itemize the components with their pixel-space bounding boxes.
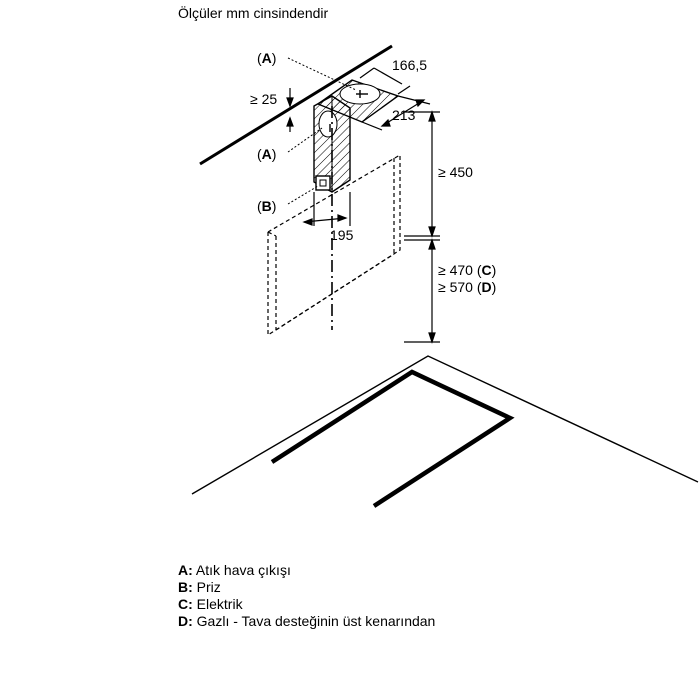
marker-a-side: (A)	[257, 146, 277, 162]
page-title: Ölçüler mm cinsindendir	[178, 5, 329, 21]
width-top-label: 213	[392, 107, 416, 123]
legend-key: A:	[178, 562, 193, 578]
cooktop	[192, 356, 698, 506]
marker-c: C	[481, 262, 492, 278]
clearance-d-label	[438, 279, 496, 295]
legend-key: D:	[178, 613, 193, 629]
legend-item-a	[178, 562, 435, 579]
dimension-chimney-height	[404, 112, 440, 236]
legend-key: C:	[178, 596, 193, 612]
marker-b: (B)	[257, 198, 277, 214]
chimney-width-label: 195	[330, 227, 354, 243]
clearance-d-value: ≥ 570	[438, 279, 473, 295]
legend-text: Atık hava çıkışı	[195, 562, 291, 578]
marker-a-top: (A)	[257, 50, 277, 66]
svg-text:≥ 570 (D): ≥ 570 (D)	[438, 279, 497, 295]
legend-key: B:	[178, 579, 193, 595]
chimney-height-label: ≥ 450	[438, 164, 473, 180]
marker-d: D	[481, 279, 492, 295]
legend-item-d	[178, 613, 435, 630]
dimension-clearance	[404, 240, 440, 342]
legend-text: Priz	[196, 579, 221, 595]
legend-item-c	[178, 596, 435, 613]
svg-text:≥ 470 (C): ≥ 470 (C)	[438, 262, 497, 278]
ceiling-gap-label: ≥ 25	[250, 91, 278, 107]
clearance-c-value: ≥ 470	[438, 262, 473, 278]
legend-text: Elektrik	[196, 596, 243, 612]
legend	[178, 562, 435, 630]
clearance-c-label	[438, 262, 496, 278]
dimension-chimney-width	[304, 192, 350, 226]
depth-top-label: 166,5	[392, 57, 428, 73]
legend-text: Gazlı - Tava desteğinin üst kenarından	[196, 613, 436, 629]
legend-item-b	[178, 579, 435, 596]
socket-icon	[316, 176, 330, 190]
